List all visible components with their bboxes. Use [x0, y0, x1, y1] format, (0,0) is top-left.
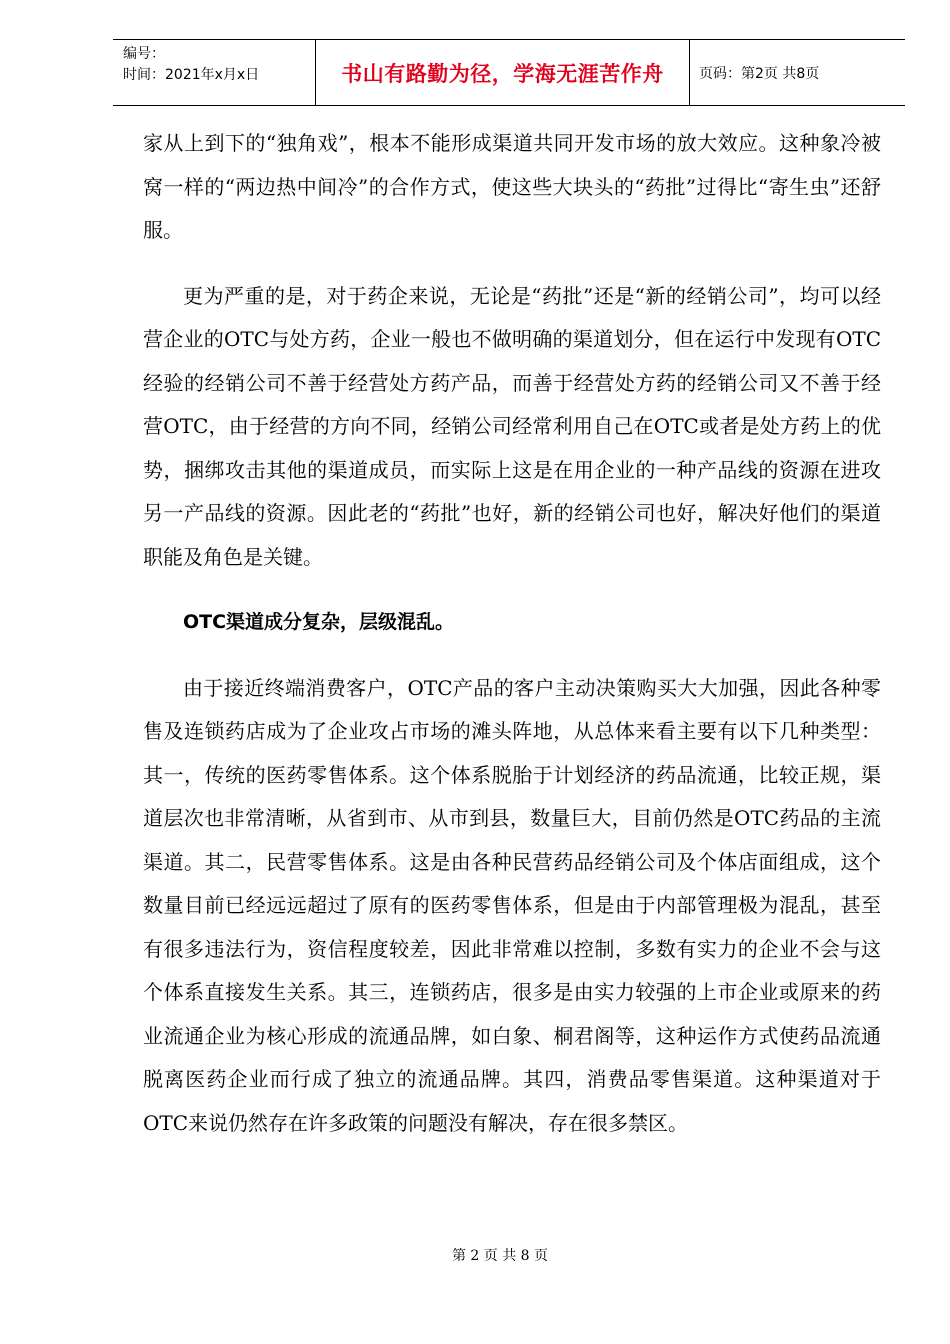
header-motto: 书山有路勤为径，学海无涯苦作舟: [316, 40, 690, 105]
page-footer: 第 2 页 共 8 页: [451, 1248, 549, 1264]
number-label: 编号：: [123, 46, 165, 62]
document-body: [143, 122, 881, 1145]
paragraph: 更为严重的是，对于药企来说，无论是“药批”还是“新的经销公司”，均可以经营企业的OTC与处方药，企业一般也不做明确的渠道划分，但在运行中发现有OTC经验的经销公司不善于经营处方药产品，而善于经营处方药的经销公司又不善于经营OTC，由于经营的方向不同，经销公司经常利用自己在OTC或者是处方药上的优势，捆绑攻击其他的渠道成员，而实际上这是在用企业的一种产品线的资源在进攻另一产品线的资源。因此老的“药批”也好，新的经销公司也好，解决好他们的渠道职能及角色是关键。: [143, 283, 881, 569]
header-meta-cell: [113, 40, 316, 105]
header-page-info: 页码：第2页 共8页: [699, 65, 820, 82]
paragraph-continuation: 家从上到下的“独角戏”，根本不能形成渠道共同开发市场的放大效应。这种象冷被窝一样的“两边热中间冷”的合作方式，使这些大块头的“药批”过得比“寄生虫”还舒服。: [143, 131, 881, 242]
paragraph: 由于接近终端消费客户，OTC产品的客户主动决策购买大大加强，因此各种零售及连锁药店成为了企业攻占市场的滩头阵地，从总体来看主要有以下几种类型：其一，传统的医药零售体系。这个体系脱胎于计划经济的药品流通，比较正规，渠道层次也非常清晰，从省到市、从市到县，数量巨大，目前仍然是OTC药品的主流渠道。其二，民营零售体系。这是由各种民营药品经销公司及个体店面组成，这个数量目前已经远远超过了原有的医药零售体系，但是由于内部管理极为混乱，甚至有很多违法行为，资信程度较差，因此非常难以控制，多数有实力的企业不会与这个体系直接发生关系。其三，连锁药店，很多是由实力较强的上市企业或原来的药业流通企业为核心形成的流通品牌，如白象、桐君阁等，这种运作方式使药品流通脱离医药企业而行成了独立的流通品牌。其四，消费品零售渠道。这种渠道对于OTC来说仍然存在许多政策的问题没有解决，存在很多禁区。: [143, 675, 881, 1135]
section-heading: OTC渠道成分复杂，层级混乱。: [183, 611, 455, 633]
time-label: 时间：2021年x月x日: [123, 67, 260, 83]
page-header: [113, 39, 905, 106]
